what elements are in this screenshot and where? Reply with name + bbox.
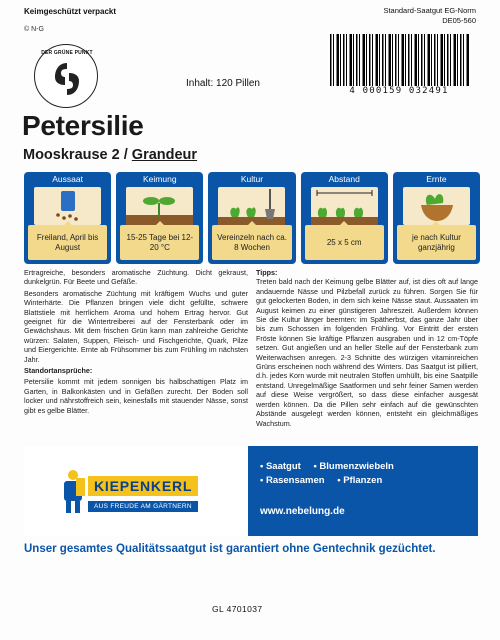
- harvest-bowl-icon: [403, 187, 470, 225]
- website-link[interactable]: www.nebelung.de: [260, 506, 345, 517]
- info-card-title: Aussaat: [52, 174, 83, 184]
- product-range-row: [260, 474, 404, 488]
- variety-main: Mooskrause 2 /: [23, 147, 128, 163]
- gruene-punkt-text: DER GRÜNE PUNKT: [41, 50, 93, 56]
- sprout-icon: [126, 187, 193, 225]
- seed-bag-icon: [34, 187, 101, 225]
- info-card-picture: [403, 187, 470, 225]
- gl-code: GL 4701037: [212, 604, 263, 614]
- barcode-bars: [330, 34, 470, 86]
- brand-panel: [24, 446, 478, 536]
- standort-title: Standortansprüche:: [24, 366, 93, 376]
- product-range-item: • Pflanzen: [337, 475, 383, 486]
- product-range-row: [260, 460, 404, 474]
- barcode-number: 4 000159 032491: [349, 86, 449, 96]
- tips-column: [256, 268, 478, 428]
- info-card-picture: [126, 187, 193, 225]
- description-column: [24, 268, 248, 417]
- description-intro: Ertragreiche, besonders aromatische Züchtung. Dicht gekraust, dunkelgrün. Für Beete und Gefäße.: [24, 268, 248, 287]
- info-card-title: Kultur: [240, 174, 264, 184]
- barcode: [320, 34, 478, 96]
- info-card-title: Abstand: [328, 174, 360, 184]
- standard-line-1: Standard-Saatgut EG-Norm: [383, 6, 476, 15]
- info-card-ernte: [393, 172, 480, 264]
- info-card-text: Freiland, April bis August: [28, 225, 107, 260]
- product-range: [260, 460, 404, 488]
- info-card-title: Keimung: [143, 174, 177, 184]
- gruene-punkt-icon: [51, 59, 83, 99]
- guarantee-statement: Unser gesamtes Qualitätssaatgut ist garantiert ohne Gentechnik gezüchtet.: [24, 543, 436, 555]
- kiepenkerl-figure-icon: [60, 468, 86, 514]
- tips-title: Tipps:: [256, 268, 278, 277]
- variety-alt: Grandeur: [131, 147, 198, 163]
- info-cards: [24, 172, 480, 264]
- info-card-text: 25 x 5 cm: [305, 225, 384, 260]
- packaging-note: Keimgeschützt verpackt: [24, 7, 117, 16]
- product-range-item: • Saatgut: [260, 461, 301, 472]
- info-card-title: Ernte: [426, 174, 447, 184]
- spacing-icon: [311, 187, 378, 225]
- copyright-note: © N-G: [24, 26, 44, 33]
- info-card-picture: [218, 187, 285, 225]
- product-name: Petersilie: [22, 110, 144, 141]
- gruene-punkt-logo: [34, 44, 98, 108]
- info-card-keimung: [116, 172, 203, 264]
- standort-text: Petersilie kommt mit jedem sonnigen bis halbschattigen Platz im Garten, in Balkonkästen und in Gefäßen zurecht. Der Boden soll locker und nährstoffreich sein, keinesfalls mit stauender Nässe, sonst gibt es gelbe Blätter.: [24, 377, 248, 415]
- description-body: Besonders aromatische Züchtung mit kräftigem Wuchs und guter Winterhärte. Die Pflanzen bringen viele dicht gefüllte, schwere Blattstiele mit herrlichem Aroma und hohem Ertrag hervor. Gut geeignet für die Wintertreiberei auf der Fensterbank oder im Gewächshaus. Mit dem frischen Grün kann man zahlreiche Gerichte würzen: Salaten, Suppen, Fleisch- und Fischgerichte, Quark, Pilze und Eiergerichte. Ernte ab Frühsommer bis zum Frühling im nächsten Jahr.: [24, 288, 248, 364]
- standard-line-2: DE05-560: [442, 16, 476, 25]
- info-card-abstand: [301, 172, 388, 264]
- info-card-aussaat: [24, 172, 111, 264]
- brand-name: KIEPENKERL: [88, 476, 198, 496]
- product-range-item: • Blumenzwiebeln: [313, 461, 394, 472]
- info-card-text: Vereinzeln nach ca. 8 Wochen: [212, 225, 291, 260]
- content-label: Inhalt: 120 Pillen: [186, 78, 260, 89]
- product-range-item: • Rasensamen: [260, 475, 325, 486]
- variety-name: [23, 147, 197, 163]
- info-card-text: 15-25 Tage bei 12-20 °C: [120, 225, 199, 260]
- info-card-picture: [34, 187, 101, 225]
- kiepenkerl-logo: [24, 446, 248, 536]
- brand-slogan: AUS FREUDE AM GÄRTNERN: [88, 501, 198, 512]
- tips-text: Treten bald nach der Keimung gelbe Blätter auf, ist dies oft auf lange andauernde Nässe und Pilzbefall zurück zu führen. Sorgen Sie für gut gelockerten Boden, in dem sich keine Nässe staut. Aussaaten im August keimen zu einer günstigeren Jahreszeit. Außerdem können Sie die Kultur länger beernten: im Spätherbst, das ganze Jahr über bis zum Schossen im folgenden Frühling. Vor Eintritt der ersten Fröste können Sie kräftige Pflanzen ausgraben und in 12 cm-Töpfe setzen. Gut angießen und an heller Stelle auf der Fensterbank zum Weiterwachsen anregen. 2-3 Schnitte des würzigen vitaminreichen Grüns erscheinen noch während des Winters. Das Saatgut ist pilliert, d.h. jedes Korn wurde mit neutralen Stoffen umhüllt, bis eine Saatpille entstand. Unregelmäßige Saatformen und sehr feiner Samen werden auf diese Weise vergrößert, so dass diese einfacher ausgesät werden können. Da die Pillen sehr einfach auf die gewünschten Abstände ausgelegt werden können, entsteht ein gleichmäßiges Wachstum.: [256, 277, 478, 428]
- standard-note: [383, 6, 476, 26]
- info-card-kultur: [208, 172, 295, 264]
- brand-offer: [248, 446, 478, 536]
- info-card-picture: [311, 187, 378, 225]
- shovel-icon: [218, 187, 285, 225]
- info-card-text: je nach Kultur ganzjährig: [397, 225, 476, 260]
